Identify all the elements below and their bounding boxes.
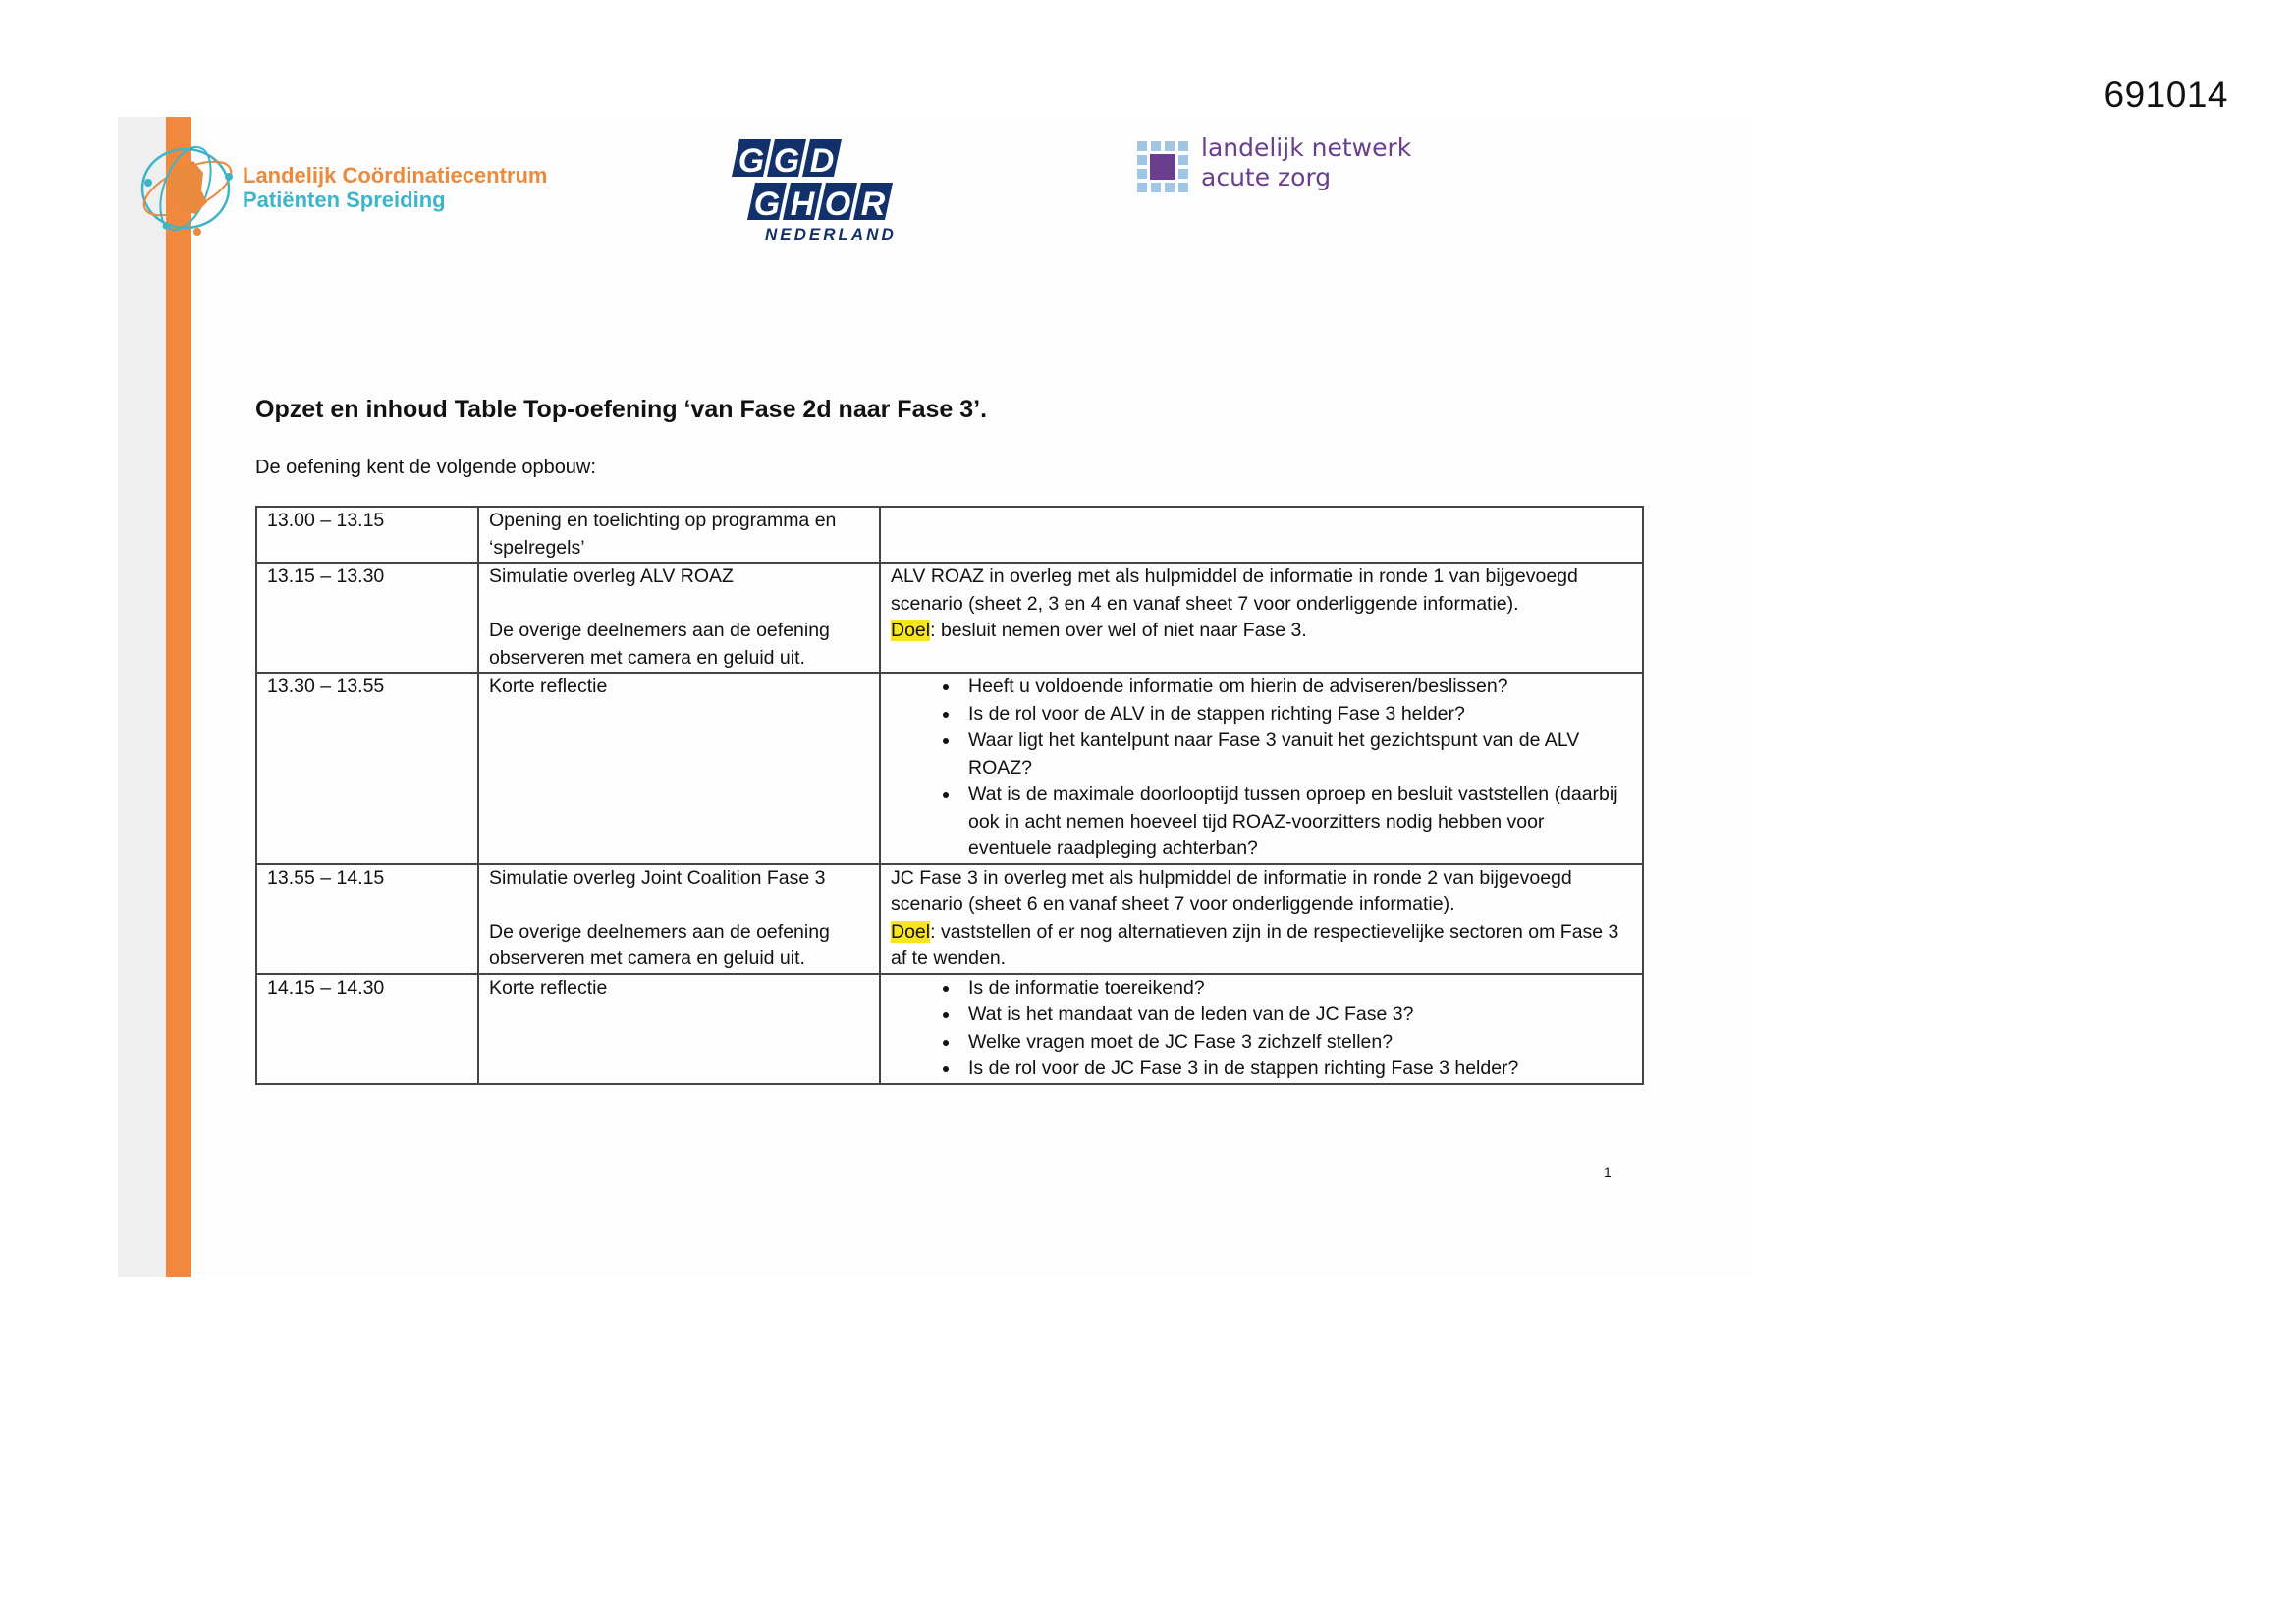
- document-title: Opzet en inhoud Table Top-oefening ‘van Fase 2d naar Fase 3’.: [255, 396, 988, 423]
- activity-cell: Korte reflectie: [478, 974, 880, 1084]
- description-cell: [880, 673, 1643, 864]
- activity-cell: Opening en toelichting op programma en ‘spelregels’: [478, 507, 880, 563]
- goal-text: : vaststellen of er nog alternatieven zijn in de respectievelijke sectoren om Fase 3 af te wenden.: [891, 920, 1619, 969]
- list-item: • Is de informatie toereikend?: [960, 975, 1632, 1002]
- lcps-name-line1: Landelijk Coördinatiecentrum: [243, 163, 548, 188]
- table-row: [256, 563, 1643, 673]
- page-margin-strip: [118, 117, 166, 1277]
- time-cell: 14.15 – 14.30: [256, 974, 478, 1084]
- list-item: • Heeft u voldoende informatie om hierin de adviseren/beslissen?: [960, 674, 1632, 701]
- intro-text: De oefening kent de volgende opbouw:: [255, 457, 596, 478]
- activity-cell: Korte reflectie: [478, 673, 880, 864]
- schedule-table: [255, 506, 1644, 1085]
- time-cell: 13.00 – 13.15: [256, 507, 478, 563]
- activity-cell: [478, 864, 880, 974]
- ghor-letter-h: H: [790, 186, 815, 223]
- lcps-globe-icon: [137, 137, 241, 241]
- list-item: • Is de rol voor de JC Fase 3 in de stappen richting Fase 3 helder?: [960, 1056, 1632, 1083]
- description-cell: [880, 507, 1643, 563]
- activity-note: De overige deelnemers aan de oefening observeren met camera en geluid uit.: [489, 620, 830, 669]
- lnaz-grid-icon: [1137, 141, 1192, 196]
- ghor-letter-r: R: [860, 186, 886, 223]
- question-list: [891, 975, 1632, 1083]
- ggd-ghor-tiles-icon: [726, 137, 912, 226]
- lcps-name-line2: Patiënten Spreiding: [243, 188, 446, 212]
- question-list: [891, 674, 1632, 863]
- goal-label-highlight: Doel: [891, 620, 931, 641]
- description-text: JC Fase 3 in overleg met als hulpmiddel de informatie in ronde 2 van bijgevoegd scenario (sheet 6 en vanaf sheet 7 voor onderliggende informatie).: [891, 866, 1572, 915]
- list-item: • Welke vragen moet de JC Fase 3 zichzelf stellen?: [960, 1029, 1632, 1056]
- table-row: [256, 507, 1643, 563]
- lnaz-logo: [1137, 134, 1432, 207]
- goal-line: [891, 919, 1632, 973]
- activity-note: De overige deelnemers aan de oefening observeren met camera en geluid uit.: [489, 920, 830, 969]
- ggd-ghor-country: NEDERLAND: [765, 225, 897, 244]
- ggd-letter-d: D: [809, 142, 835, 180]
- goal-line: [891, 618, 1632, 645]
- page-number: 1: [1604, 1164, 1612, 1180]
- table-row: [256, 974, 1643, 1084]
- activity-title: Simulatie overleg ALV ROAZ: [489, 566, 734, 587]
- lcps-logo: [137, 137, 569, 241]
- description-text: ALV ROAZ in overleg met als hulpmiddel de informatie in ronde 1 van bijgevoegd scenario (sheet 2, 3 en 4 en vanaf sheet 7 voor onderliggende informatie).: [891, 566, 1578, 615]
- table-row: [256, 673, 1643, 864]
- description-cell: [880, 974, 1643, 1084]
- activity-title: Simulatie overleg Joint Coalition Fase 3: [489, 866, 826, 889]
- time-cell: 13.30 – 13.55: [256, 673, 478, 864]
- time-cell: 13.55 – 14.15: [256, 864, 478, 974]
- time-cell: 13.15 – 13.30: [256, 563, 478, 673]
- ghor-letter-o: O: [824, 186, 851, 223]
- list-item: • Waar ligt het kantelpunt naar Fase 3 vanuit het gezichtspunt van de ALV ROAZ?: [960, 728, 1632, 782]
- document-id: 691014: [2104, 75, 2228, 115]
- list-item: • Wat is de maximale doorlooptijd tussen oproep en besluit vaststellen (daarbij ook in acht nemen hoeveel tijd ROAZ-voorzitters nodig hebben voor eventuele raadpleging achterban?: [960, 782, 1632, 863]
- list-item: • Is de rol voor de ALV in de stappen richting Fase 3 helder?: [960, 701, 1632, 729]
- ghor-letter-g: G: [753, 186, 781, 223]
- description-cell: [880, 864, 1643, 974]
- list-item: • Wat is het mandaat van de leden van de JC Fase 3?: [960, 1001, 1632, 1029]
- ggd-letter-g2: G: [773, 142, 800, 180]
- lnaz-name-line2: acute zorg: [1201, 163, 1332, 191]
- lnaz-name-line1: landelijk netwerk: [1201, 134, 1412, 162]
- ggd-ghor-logo: [726, 137, 912, 244]
- table-row: [256, 864, 1643, 974]
- goal-text: : besluit nemen over wel of niet naar Fase 3.: [930, 620, 1307, 641]
- orange-accent-bar: [166, 117, 191, 1277]
- ggd-letter-g1: G: [738, 142, 765, 180]
- description-cell: [880, 563, 1643, 673]
- activity-cell: [478, 563, 880, 673]
- goal-label-highlight: Doel: [891, 920, 931, 943]
